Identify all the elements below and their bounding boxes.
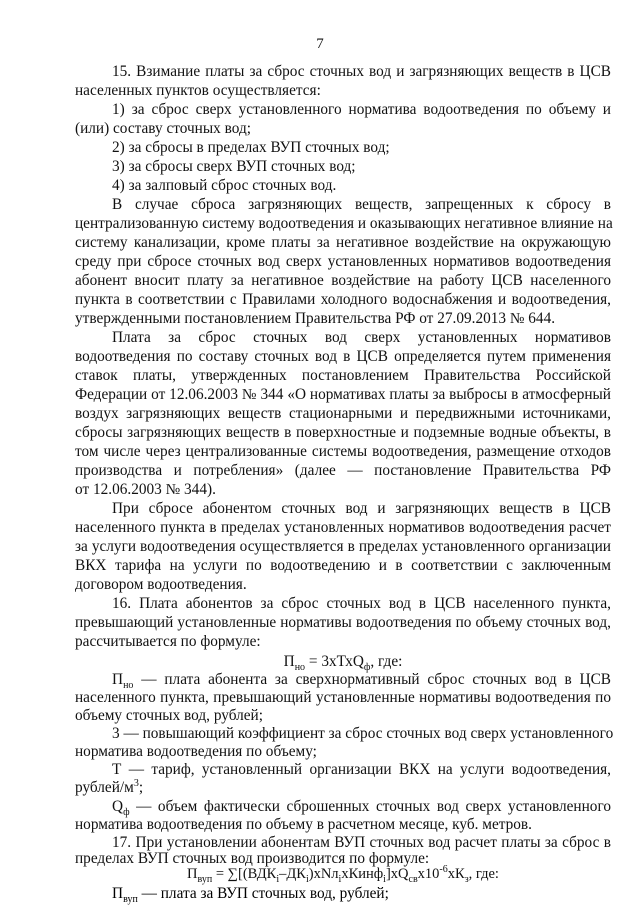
formula-expression: ]хQ: [385, 866, 409, 882]
formula-tail: , где:: [468, 866, 499, 882]
formula-subscript: i: [338, 873, 342, 885]
unit-superscript: 3: [133, 777, 139, 789]
formula-symbol: П: [283, 653, 295, 670]
formula-expression: )хNл: [308, 866, 339, 882]
text-line: централизованную систему водоотведения и оказывающих негативное влияние на: [75, 215, 613, 232]
text-line: 4) за залповый сброс сточных вод.: [112, 177, 337, 194]
definition-text: — плата за ВУП сточных вод, рублей;: [141, 885, 389, 902]
unit-line: [75, 778, 611, 797]
text-line: Т — тариф, установленный организации ВКХ на услуги водоотведения,: [112, 761, 611, 778]
formula-subscript: вуп: [123, 894, 138, 905]
text-line: 15. Взимание платы за сброс сточных вод и загрязняющих веществ в ЦСВ: [112, 63, 611, 80]
text-line: сбросы загрязняющих веществ в поверхностные и подземные водные объекты, в: [75, 424, 611, 441]
formula-symbol: П: [112, 671, 124, 688]
formula-symbol: П: [112, 885, 124, 902]
definition-text: — объем фактически сброшенных сточных вод сверх установленного: [136, 798, 611, 815]
formula-expression: хК: [447, 866, 465, 882]
formula-expression: = ∑[(ВДК: [212, 866, 277, 882]
text-line: населенного пункта в пределах установленных нормативов водоотведения расчет: [75, 519, 611, 536]
text-line: Федерации от 12.06.2003 № 344 «О нормативах платы за выбросы в атмосферный: [75, 386, 611, 403]
formula-subscript: ф: [363, 662, 371, 674]
text-line: 3) за сбросы сверх ВУП сточных вод;: [112, 158, 356, 175]
formula-expression: = 3хТхQ: [305, 653, 364, 670]
text-line: 3 — повышающий коэффициент за сброс сточных вод сверх установленного: [112, 725, 614, 742]
definition-line: [112, 797, 611, 819]
text-line: ВКХ тарифа на услуги по водоотведению и в соответствии с заключенным: [75, 557, 611, 574]
text-line: том числе через централизованные системы водоотведения, размещение отходов: [75, 443, 611, 460]
formula-expression: х10: [417, 866, 440, 882]
text-line: (или) составу сточных вод;: [75, 120, 251, 137]
text-line: пункта в соответствии с Правилами холодного водоснабжения и водоотведения,: [75, 291, 611, 308]
formula-subscript: i: [383, 873, 386, 885]
text-line: пределах ВУП сточных вод производится по формуле:: [75, 850, 430, 867]
formula-symbol: Q: [112, 798, 124, 815]
page-number: 7: [316, 36, 324, 52]
text-line: среду при сбросе сточных вод сверх установленных нормативов водоотведения: [75, 253, 611, 270]
text-line: воздух загрязняющих веществ стационарными и передвижными источниками,: [75, 405, 611, 422]
formula-subscript: св: [408, 873, 418, 885]
text-line: утвержденными постановлением Правительства РФ от 27.09.2013 № 644.: [75, 310, 556, 327]
definition-line: [112, 670, 612, 692]
text-line: населенных пунктов осуществляется:: [75, 82, 321, 99]
text-line: населенного пункта, превышающий установленные нормативы водоотведения по: [75, 689, 611, 706]
formula-1: [75, 652, 611, 674]
formula-2: [75, 865, 611, 884]
text-line: рассчитывается по формуле:: [75, 633, 261, 650]
text-line: объему сточных вод, рублей;: [75, 707, 263, 724]
text-line: водоотведения по составу сточных вод в ЦСВ определяется путем применения: [75, 348, 611, 365]
definition-text: — плата абонента за сверхнормативный сброс сточных вод в ЦСВ: [141, 671, 612, 688]
text-line: ставок платы, утвержденных постановлением Правительства Российской: [75, 367, 611, 384]
formula-symbol: П: [187, 866, 198, 882]
text-line: за услуги водоотведения осуществляется в пределах установленного организации: [75, 538, 611, 555]
text-line: систему канализации, кроме платы за негативное воздействие на окружающую: [75, 234, 611, 251]
formula-subscript: но: [123, 680, 134, 692]
formula-subscript: i: [305, 873, 309, 885]
formula-expression: –ДК: [279, 866, 306, 882]
formula-subscript: но: [294, 662, 306, 674]
text-line: абонент вносит плату за негативное воздействие на работу ЦСВ населенного: [75, 272, 611, 289]
text-line: Плата за сброс сточных вод сверх установленных нормативов: [112, 329, 611, 346]
formula-tail: , где:: [370, 653, 403, 670]
unit-punct: ;: [138, 779, 144, 796]
unit-text: рублей/м: [75, 779, 134, 796]
formula-superscript: -6: [439, 864, 448, 876]
text-line: от 12.06.2003 № 344).: [75, 481, 216, 498]
formula-expression: хКинф: [341, 866, 384, 882]
formula-subscript: i: [276, 873, 280, 885]
formula-subscript: вуп: [197, 873, 213, 885]
text-line: 1) за сброс сверх установленного норматива водоотведения по объему и: [112, 101, 611, 118]
text-line: производства и потребления» (далее — постановление Правительства РФ: [75, 462, 611, 479]
text-line: 2) за сбросы в пределах ВУП сточных вод;: [112, 139, 390, 156]
text-line: норматива водоотведения по объему в расчетном месяце, куб. метров.: [75, 816, 532, 833]
definition-line: [112, 884, 611, 903]
text-line: договором водоотведения.: [75, 576, 247, 593]
text-line: При сбросе абонентом сточных вод и загрязняющих веществ в ЦСВ: [112, 500, 611, 517]
text-line: 16. Плата абонентов за сброс сточных вод в ЦСВ населенного пункта,: [112, 595, 611, 612]
formula-subscript: ф: [123, 807, 130, 819]
text-line: В случае сброса загрязняющих веществ, запрещенных к сбросу в: [112, 196, 611, 213]
formula-subscript: з: [464, 873, 469, 885]
text-line: норматива водоотведения по объему;: [75, 743, 317, 760]
text-line: 17. При установлении абонентам ВУП сточных вод расчет платы за сброс в: [112, 834, 611, 851]
text-line: превышающий установленные нормативы водоотведения по объему сточных вод,: [75, 614, 611, 631]
